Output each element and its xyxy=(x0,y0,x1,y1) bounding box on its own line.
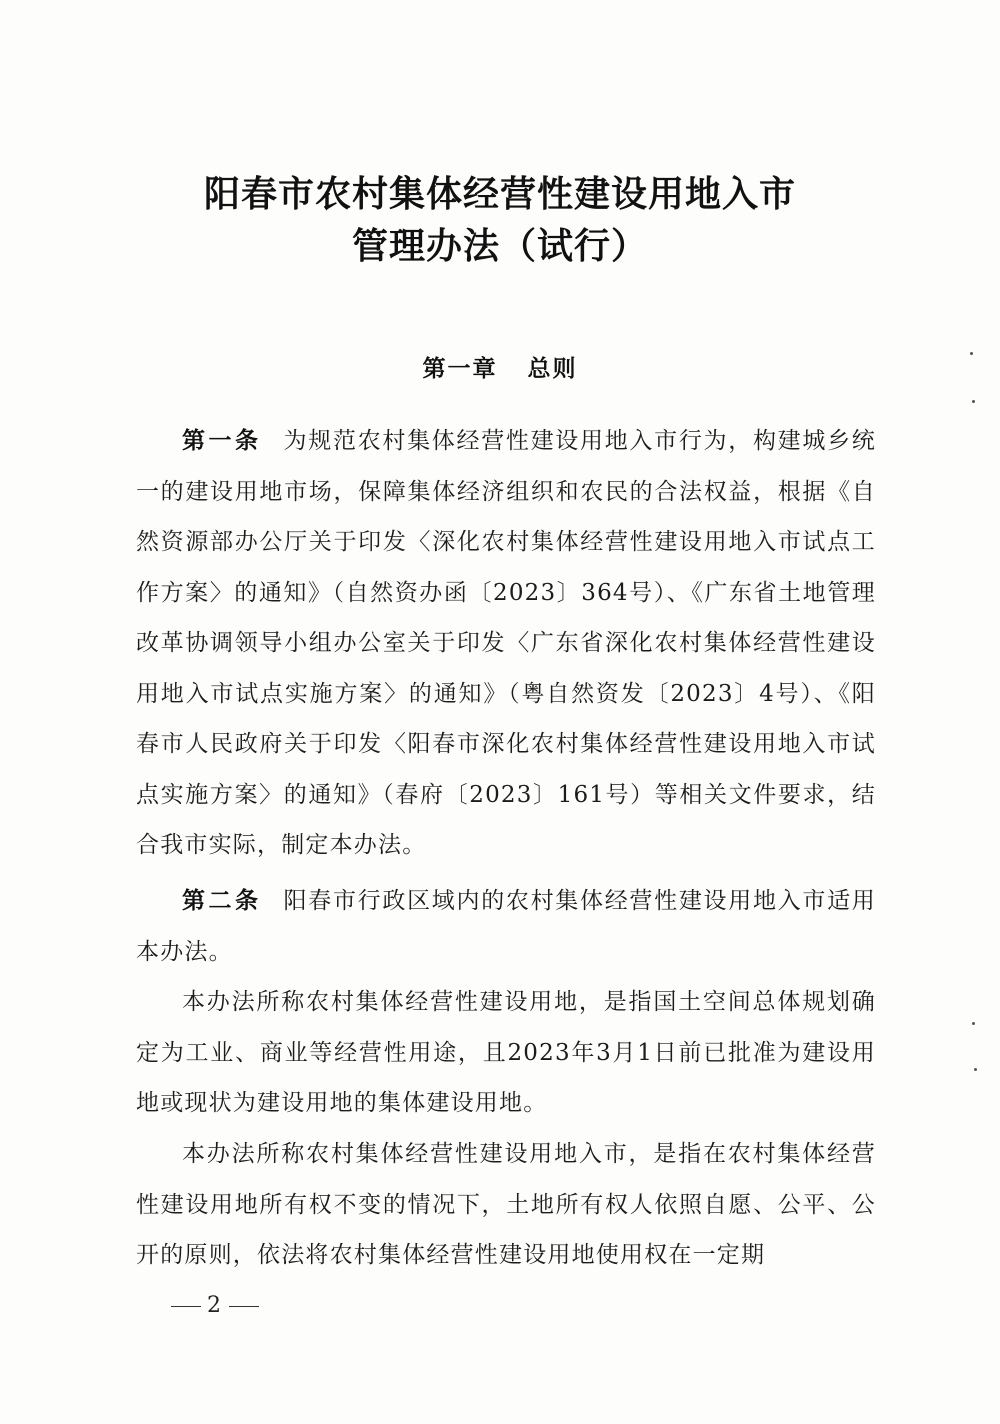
chapter-label: 第一章 xyxy=(422,356,498,382)
paragraph-4-text: 本办法所称农村集体经营性建设用地入市，是指在农村集体经营性建设用地所有权不变的情况下，土地所有权人依照自愿、公平、公开的原则，依法将农村集体经营性建设用地使用权在一定期 xyxy=(136,1141,876,1268)
page-number xyxy=(165,1293,265,1318)
page-number-value: 2 xyxy=(207,1293,223,1318)
paragraph-3 xyxy=(136,977,876,1129)
chapter-heading xyxy=(0,350,1000,383)
scan-speck xyxy=(972,1022,975,1025)
chapter-name: 总则 xyxy=(527,356,578,382)
paragraph-4 xyxy=(136,1129,876,1281)
article-1-text: 为规范农村集体经营性建设用地入市行为，构建城乡统一的建设用地市场，保障集体经济组织和农民的合法权益，根据《自然资源部办公厅关于印发〈深化农村集体经营性建设用地入市试点工作方案〉的通知》（自然资办函〔2023〕364号）、《广东省土地管理改革协调领导小组办公室关于印发〈广东省深化农村集体经营性建设用地入市试点实施方案〉的通知》（粤自然资发〔2023〕4号）、《阳春市人民政府关于印发〈阳春市深化农村集体经营性建设用地入市试点实施方案〉的通知》（春府〔2023〕161号）等相关文件要求，结合我市实际，制定本办法。 xyxy=(136,428,876,858)
document-title-line2: 管理办法（试行） xyxy=(351,226,648,267)
paragraph-3-text: 本办法所称农村集体经营性建设用地，是指国土空间总体规划确定为工业、商业等经营性用途，且2023年3月1日前已批准为建设用地或现状为建设用地的集体建设用地。 xyxy=(136,989,876,1116)
article-1-head: 第一条 xyxy=(182,428,262,454)
article-1 xyxy=(136,416,876,871)
scan-speck xyxy=(970,352,973,355)
document-title-line1: 阳春市农村集体经营性建设用地入市 xyxy=(203,174,796,215)
page-number-dash-right xyxy=(229,1306,259,1307)
article-2-head: 第二条 xyxy=(182,888,262,914)
article-2 xyxy=(136,876,876,977)
scan-speck xyxy=(974,1068,977,1071)
page-number-dash-left xyxy=(171,1306,201,1307)
scan-speck xyxy=(972,400,975,403)
article-2-text: 阳春市行政区域内的农村集体经营性建设用地入市适用本办法。 xyxy=(136,888,876,965)
